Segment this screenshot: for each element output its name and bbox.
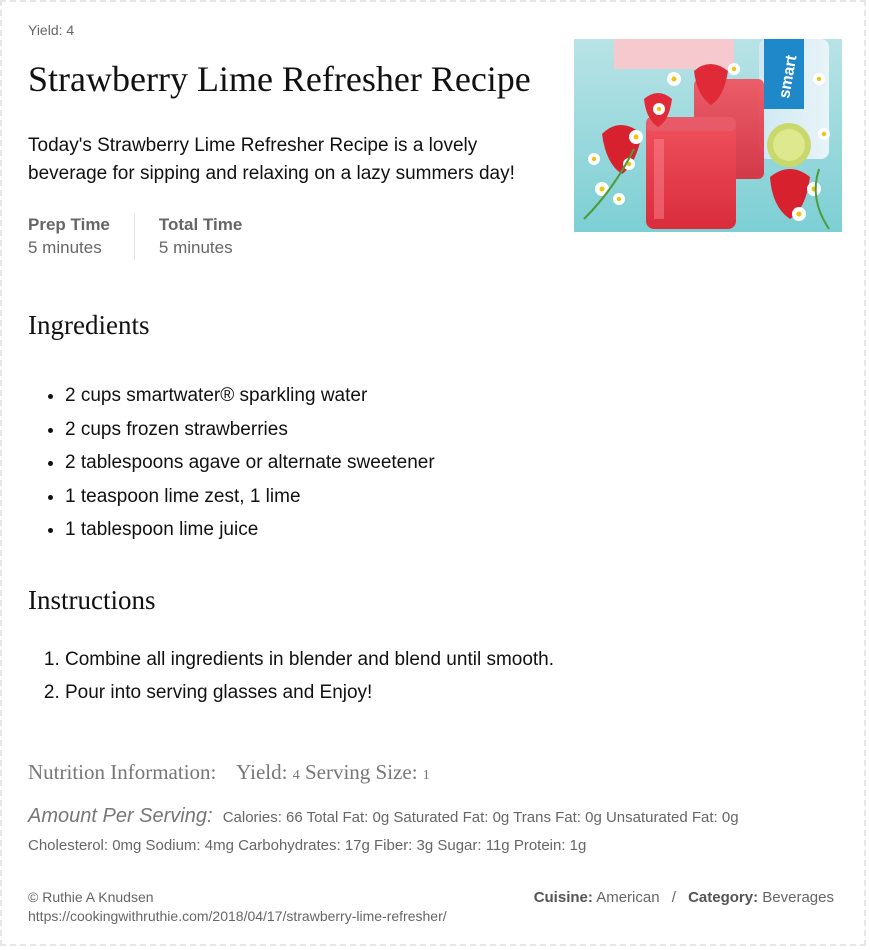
nutrition-line-1: Calories: 66 Total Fat: 0g Saturated Fat: 0g Trans Fat: 0g Unsaturated Fat: 0g: [222, 809, 739, 826]
nutrition-yield-label: Yield:: [236, 760, 288, 784]
total-time: [135, 214, 242, 260]
ingredients-heading: Ingredients: [28, 310, 150, 340]
amount-per-serving-label: Amount Per Serving:: [28, 805, 213, 827]
footer-meta: [534, 889, 834, 906]
nutrition-facts: [28, 802, 848, 860]
yield-top: [28, 22, 74, 38]
nutrition-header: [28, 760, 430, 785]
prep-time-label: Prep Time: [28, 215, 110, 234]
ingredient-item: • 2 cups frozen strawberries: [65, 416, 435, 450]
instruction-step: 2. Pour into serving glasses and Enjoy!: [65, 679, 554, 712]
nutrition-yield-value: 4: [292, 768, 300, 783]
source-url[interactable]: https://cookingwithruthie.com/2018/04/17/strawberry-lime-refresher/: [28, 908, 447, 924]
serving-size-value: 1: [422, 768, 430, 783]
copyright-text: © Ruthie A Knudsen: [28, 889, 154, 905]
recipe-photo: [574, 39, 842, 232]
footer-credits: [28, 888, 447, 926]
ingredient-item: • 2 cups smartwater® sparkling water: [65, 382, 435, 416]
prep-time-value: 5 minutes: [28, 238, 102, 257]
category-label: Category:: [688, 889, 759, 906]
instructions-list: [28, 646, 554, 712]
recipe-title: Strawberry Lime Refresher Recipe: [28, 59, 531, 99]
serving-size-label: Serving Size:: [304, 760, 418, 784]
nutrition-heading: Nutrition Information:: [28, 760, 217, 784]
bottle-label: smart: [776, 53, 801, 100]
instructions-heading: Instructions: [28, 585, 156, 615]
nutrition-line-2: Cholesterol: 0mg Sodium: 4mg Carbohydrates: 17g Fiber: 3g Sugar: 11g Protein: 1g: [28, 837, 587, 854]
recipe-times: [28, 214, 242, 260]
cuisine-value: American: [596, 889, 660, 906]
cuisine-label: Cuisine:: [533, 889, 593, 906]
total-time-value: 5 minutes: [158, 238, 233, 257]
category-value: Beverages: [762, 889, 834, 906]
meta-separator: /: [671, 889, 676, 906]
yield-value: 4: [66, 22, 75, 38]
ingredient-item: • 1 tablespoon lime juice: [65, 516, 435, 550]
recipe-summary: Today's Strawberry Lime Refresher Recipe is a lovely beverage for sipping and relaxing on a lazy summers day!: [28, 135, 515, 184]
yield-label: Yield:: [28, 22, 63, 38]
ingredients-list: [28, 382, 435, 550]
ingredient-item: • 1 teaspoon lime zest, 1 lime: [65, 483, 435, 517]
total-time-label: Total Time: [158, 215, 243, 234]
ingredient-item: • 2 tablespoons agave or alternate sweetener: [65, 449, 435, 483]
prep-time: [28, 214, 135, 260]
instruction-step: 1. Combine all ingredients in blender and blend until smooth.: [65, 646, 554, 679]
